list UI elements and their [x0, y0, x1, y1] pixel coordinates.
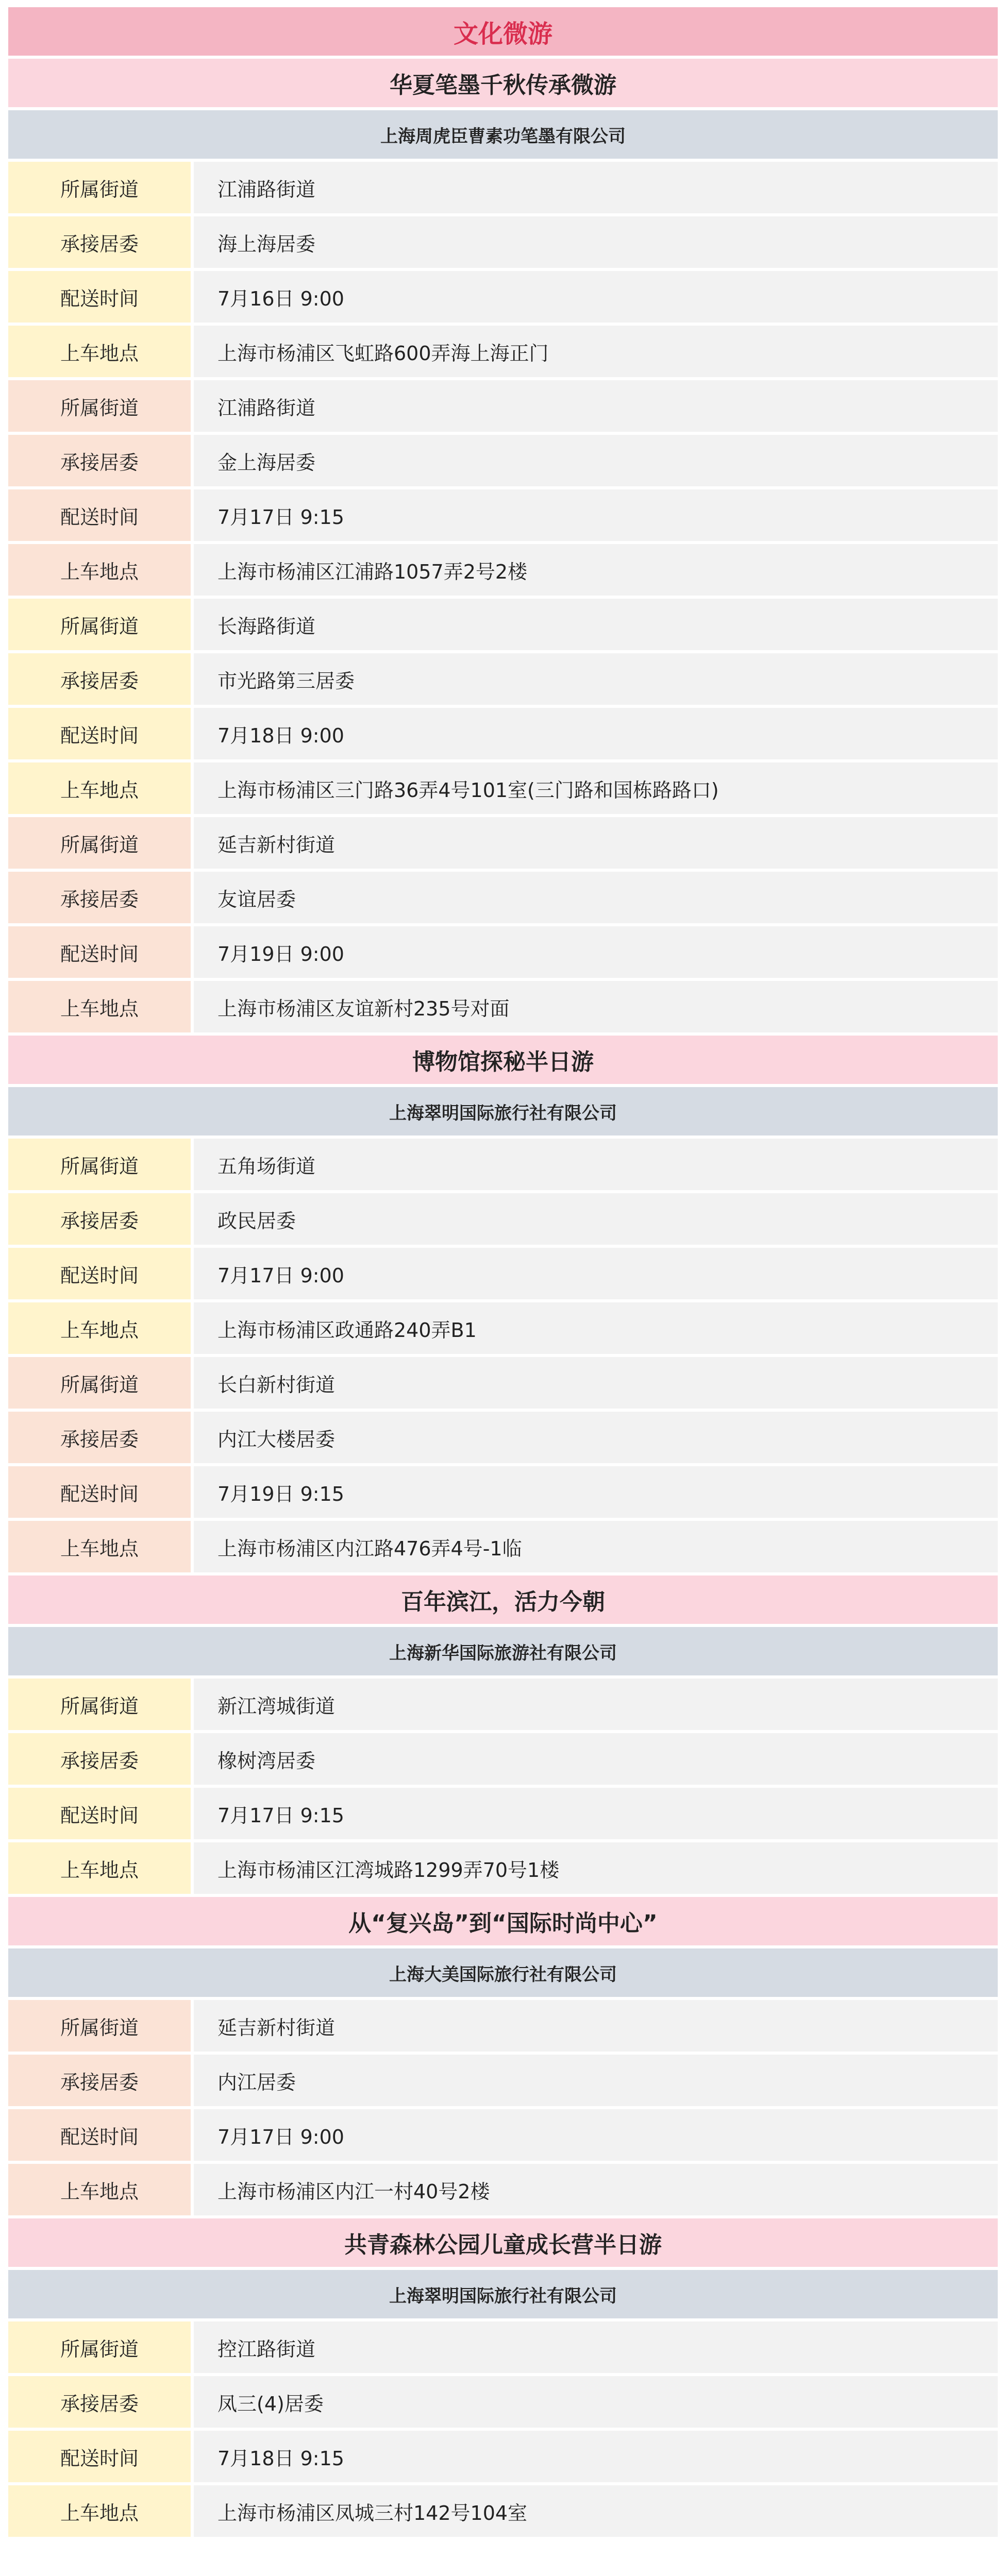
info-row: [8, 1788, 998, 1839]
tour-name-row: [8, 1575, 998, 1624]
field-value: 上海市杨浦区三门路36弄4号101室(三门路和国栋路路口): [194, 762, 998, 814]
field-label: 配送时间: [8, 1248, 191, 1299]
field-label: 承接居委: [8, 216, 191, 268]
tour-name: 博物馆探秘半日游: [8, 1036, 998, 1084]
info-row: [8, 271, 998, 323]
field-label: 上车地点: [8, 326, 191, 377]
info-row: [8, 544, 998, 596]
field-label: 所属街道: [8, 1679, 191, 1730]
info-row: [8, 2376, 998, 2428]
field-label: 所属街道: [8, 162, 191, 213]
field-value: 橡树湾居委: [194, 1733, 998, 1785]
field-value: 7月17日 9:15: [194, 489, 998, 541]
field-label: 配送时间: [8, 2109, 191, 2161]
tour-name: 百年滨江，活力今朝: [8, 1575, 998, 1624]
field-value: 友谊居委: [194, 872, 998, 923]
company-row: [8, 1087, 998, 1136]
info-row: [8, 2431, 998, 2482]
company-name: 上海翠明国际旅行社有限公司: [8, 2270, 998, 2318]
tour-section: [8, 2218, 998, 2537]
field-label: 所属街道: [8, 2000, 191, 2052]
tour-section: [8, 59, 998, 1032]
field-value: 延吉新村街道: [194, 2000, 998, 2052]
field-value: 江浦路街道: [194, 380, 998, 432]
field-label: 配送时间: [8, 271, 191, 323]
page-title: 文化微游: [8, 7, 998, 56]
company-name: 上海周虎臣曹素功笔墨有限公司: [8, 110, 998, 159]
info-row: [8, 872, 998, 923]
tour-list: [8, 59, 998, 2537]
info-row: [8, 1248, 998, 1299]
field-label: 承接居委: [8, 1733, 191, 1785]
info-row: [8, 708, 998, 759]
field-value: 上海市杨浦区友谊新村235号对面: [194, 981, 998, 1032]
field-label: 所属街道: [8, 2321, 191, 2373]
field-value: 江浦路街道: [194, 162, 998, 213]
tour-name-row: [8, 1897, 998, 1945]
field-label: 所属街道: [8, 380, 191, 432]
info-row: [8, 380, 998, 432]
field-label: 所属街道: [8, 817, 191, 869]
field-value: 7月18日 9:15: [194, 2431, 998, 2482]
field-value: 金上海居委: [194, 435, 998, 486]
schedule-page: [8, 7, 998, 2540]
company-row: [8, 2270, 998, 2318]
field-value: 上海市杨浦区凤城三村142号104室: [194, 2485, 998, 2537]
info-row: [8, 1521, 998, 1572]
field-value: 7月19日 9:15: [194, 1466, 998, 1518]
company-name: 上海翠明国际旅行社有限公司: [8, 1087, 998, 1136]
field-value: 海上海居委: [194, 216, 998, 268]
field-value: 上海市杨浦区江湾城路1299弄70号1楼: [194, 1842, 998, 1894]
company-name: 上海新华国际旅游社有限公司: [8, 1627, 998, 1675]
info-row: [8, 435, 998, 486]
tour-name: 华夏笔墨千秋传承微游: [8, 59, 998, 107]
info-row: [8, 2109, 998, 2161]
field-label: 配送时间: [8, 1466, 191, 1518]
field-value: 7月16日 9:00: [194, 271, 998, 323]
tour-section: [8, 1036, 998, 1572]
info-row: [8, 162, 998, 213]
info-row: [8, 1733, 998, 1785]
field-value: 五角场街道: [194, 1139, 998, 1190]
field-label: 上车地点: [8, 1521, 191, 1572]
field-label: 承接居委: [8, 872, 191, 923]
tour-name-row: [8, 1036, 998, 1084]
company-row: [8, 110, 998, 159]
company-row: [8, 1627, 998, 1675]
info-row: [8, 1193, 998, 1245]
field-label: 上车地点: [8, 1842, 191, 1894]
field-value: 7月19日 9:00: [194, 926, 998, 978]
field-label: 承接居委: [8, 1193, 191, 1245]
tour-name: 从“复兴岛”到“国际时尚中心”: [8, 1897, 998, 1945]
field-label: 上车地点: [8, 981, 191, 1032]
info-row: [8, 326, 998, 377]
field-label: 配送时间: [8, 489, 191, 541]
field-value: 上海市杨浦区政通路240弄B1: [194, 1302, 998, 1354]
field-label: 上车地点: [8, 2164, 191, 2215]
field-value: 市光路第三居委: [194, 653, 998, 705]
info-row: [8, 2321, 998, 2373]
info-row: [8, 216, 998, 268]
field-value: 上海市杨浦区飞虹路600弄海上海正门: [194, 326, 998, 377]
info-row: [8, 1679, 998, 1730]
field-label: 配送时间: [8, 1788, 191, 1839]
field-value: 7月18日 9:00: [194, 708, 998, 759]
field-label: 配送时间: [8, 708, 191, 759]
field-value: 新江湾城街道: [194, 1679, 998, 1730]
field-label: 上车地点: [8, 762, 191, 814]
field-value: 长白新村街道: [194, 1357, 998, 1409]
field-label: 所属街道: [8, 599, 191, 650]
field-label: 配送时间: [8, 2431, 191, 2482]
field-label: 上车地点: [8, 544, 191, 596]
field-label: 上车地点: [8, 2485, 191, 2537]
tour-section: [8, 1575, 998, 1894]
field-value: 上海市杨浦区江浦路1057弄2号2楼: [194, 544, 998, 596]
info-row: [8, 653, 998, 705]
field-label: 承接居委: [8, 2376, 191, 2428]
field-value: 上海市杨浦区内江一村40号2楼: [194, 2164, 998, 2215]
company-row: [8, 1948, 998, 1997]
company-name: 上海大美国际旅行社有限公司: [8, 1948, 998, 1997]
field-value: 7月17日 9:15: [194, 1788, 998, 1839]
tour-name: 共青森林公园儿童成长营半日游: [8, 2218, 998, 2267]
field-value: 长海路街道: [194, 599, 998, 650]
info-row: [8, 817, 998, 869]
info-row: [8, 926, 998, 978]
info-row: [8, 2485, 998, 2537]
field-value: 凤三(4)居委: [194, 2376, 998, 2428]
field-label: 上车地点: [8, 1302, 191, 1354]
info-row: [8, 1139, 998, 1190]
tour-section: [8, 1897, 998, 2215]
field-label: 所属街道: [8, 1139, 191, 1190]
info-row: [8, 981, 998, 1032]
tour-name-row: [8, 2218, 998, 2267]
field-value: 控江路街道: [194, 2321, 998, 2373]
field-value: 7月17日 9:00: [194, 1248, 998, 1299]
tour-name-row: [8, 59, 998, 107]
info-row: [8, 1302, 998, 1354]
info-row: [8, 1466, 998, 1518]
info-row: [8, 762, 998, 814]
field-value: 政民居委: [194, 1193, 998, 1245]
field-value: 7月17日 9:00: [194, 2109, 998, 2161]
field-label: 承接居委: [8, 1412, 191, 1463]
field-value: 上海市杨浦区内江路476弄4号-1临: [194, 1521, 998, 1572]
field-label: 承接居委: [8, 435, 191, 486]
info-row: [8, 1357, 998, 1409]
field-value: 延吉新村街道: [194, 817, 998, 869]
info-row: [8, 2055, 998, 2106]
info-row: [8, 1412, 998, 1463]
title-row: [8, 7, 998, 56]
field-label: 承接居委: [8, 2055, 191, 2106]
info-row: [8, 1842, 998, 1894]
info-row: [8, 2164, 998, 2215]
field-label: 所属街道: [8, 1357, 191, 1409]
field-label: 承接居委: [8, 653, 191, 705]
info-row: [8, 599, 998, 650]
info-row: [8, 489, 998, 541]
field-value: 内江大楼居委: [194, 1412, 998, 1463]
field-value: 内江居委: [194, 2055, 998, 2106]
field-label: 配送时间: [8, 926, 191, 978]
info-row: [8, 2000, 998, 2052]
